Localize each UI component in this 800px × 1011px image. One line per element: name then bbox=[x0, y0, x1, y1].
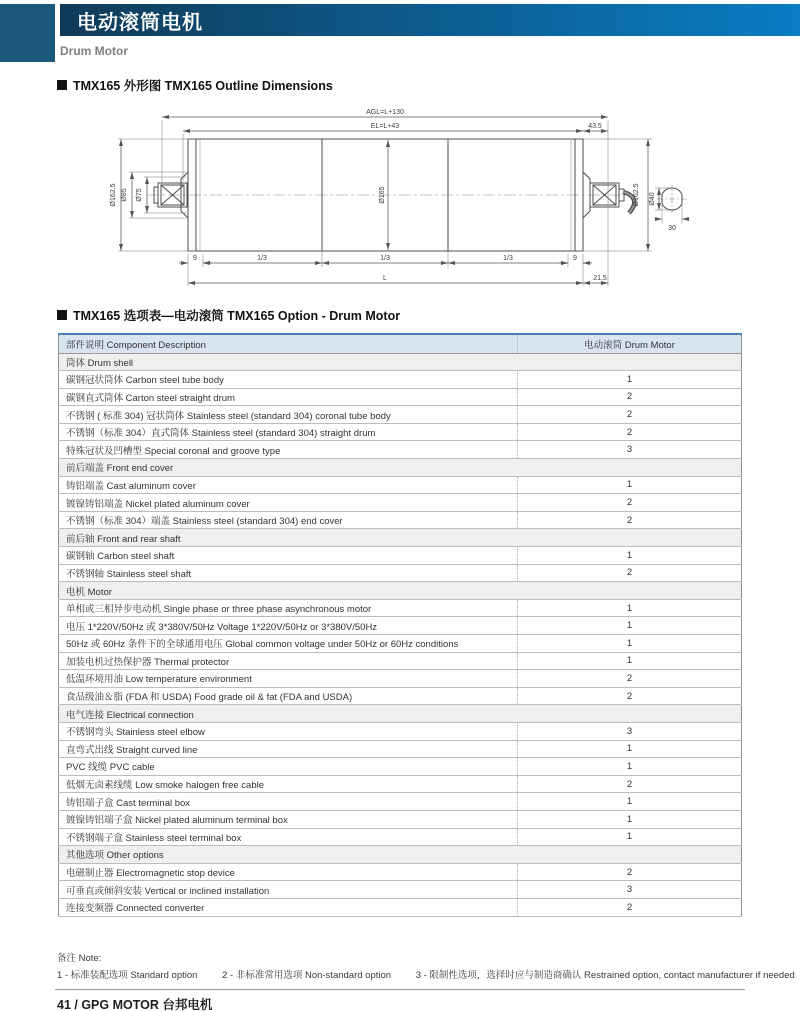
page-footer: 41 / GPG MOTOR 台邦电机 bbox=[57, 998, 213, 1011]
component-description-cell: 电磁制止器 Electromagnetic stop device bbox=[59, 863, 518, 881]
dim-label-21-5: 21.5 bbox=[593, 275, 607, 282]
component-description-cell: 连接变频器 Connected converter bbox=[59, 898, 518, 916]
item-row bbox=[59, 758, 742, 776]
component-description-cell: 特殊冠状及凹槽型 Special coronal and groove type bbox=[59, 441, 518, 459]
option-value-cell: 2 bbox=[518, 406, 742, 424]
option-value-cell: 3 bbox=[518, 441, 742, 459]
component-description-cell: 单相或三相异步电动机 Single phase or three phase asynchronous motor bbox=[59, 599, 518, 617]
section-label-cell: 电机 Motor bbox=[59, 582, 742, 600]
item-row bbox=[59, 775, 742, 793]
section-label-cell: 其他选项 Other options bbox=[59, 846, 742, 864]
component-description-cell: 加装电机过热保护器 Thermal protector bbox=[59, 652, 518, 670]
item-row bbox=[59, 371, 742, 389]
option-value-cell: 1 bbox=[518, 617, 742, 635]
option-value-cell: 2 bbox=[518, 511, 742, 529]
item-row bbox=[59, 722, 742, 740]
dim-label-dia162-right: Ø162.5 bbox=[633, 183, 640, 207]
option-heading-text: TMX165 选项表—电动滚筒 TMX165 Option - Drum Motor bbox=[73, 309, 401, 323]
note-item-standard: 1 - 标准装配选项 Standard option bbox=[57, 970, 198, 981]
component-description-cell: 碳钢轴 Carbon steel shaft bbox=[59, 547, 518, 565]
component-description-cell: 低温环境用油 Low temperature environment bbox=[59, 670, 518, 688]
note-title: 备注 Note: bbox=[57, 953, 102, 964]
dim-label-third-3: 1/3 bbox=[503, 255, 513, 262]
dim-label-el: EL=L+43 bbox=[370, 123, 400, 130]
option-value-cell: 2 bbox=[518, 423, 742, 441]
component-description-cell: 食品级油＆脂 (FDA 和 USDA) Food grade oil & fat (FDA and USDA) bbox=[59, 687, 518, 705]
dim-label-third-2: 1/3 bbox=[380, 255, 390, 262]
item-row bbox=[59, 898, 742, 916]
item-row bbox=[59, 687, 742, 705]
item-row bbox=[59, 441, 742, 459]
option-value-cell: 1 bbox=[518, 547, 742, 565]
component-description-cell: 碳钢冠状筒体 Carbon steel tube body bbox=[59, 371, 518, 389]
section-row bbox=[59, 459, 742, 477]
option-value-cell: 2 bbox=[518, 670, 742, 688]
item-row bbox=[59, 547, 742, 565]
item-row bbox=[59, 564, 742, 582]
dim-label-30: 30 bbox=[668, 225, 676, 232]
page-subtitle: Drum Motor bbox=[60, 44, 128, 58]
option-section-heading bbox=[57, 306, 400, 324]
section-row bbox=[59, 529, 742, 547]
component-description-cell: PVC 线缆 PVC cable bbox=[59, 758, 518, 776]
component-description-cell: 镀镍铸铝端盖 Nickel plated aluminum cover bbox=[59, 494, 518, 512]
dim-label-43-5: 43.5 bbox=[588, 123, 602, 130]
option-value-cell: 2 bbox=[518, 863, 742, 881]
option-value-cell: 1 bbox=[518, 476, 742, 494]
option-value-cell: 2 bbox=[518, 775, 742, 793]
component-description-cell: 铸铝端子盒 Cast terminal box bbox=[59, 793, 518, 811]
note-item-nonstandard: 2 - 非标准常用选项 Non-standard option bbox=[222, 970, 392, 981]
footer-divider bbox=[55, 989, 745, 990]
component-description-cell: 不锈钢轴 Stainless steel shaft bbox=[59, 564, 518, 582]
item-row bbox=[59, 511, 742, 529]
section-bullet-icon bbox=[57, 310, 67, 320]
component-description-cell: 不锈钢（标准 304）端盖 Stainless steel (standard 304) end cover bbox=[59, 511, 518, 529]
item-row bbox=[59, 388, 742, 406]
component-description-cell: 50Hz 或 60Hz 条件下的全球通用电压 Global common voltage under 50Hz or 60Hz conditions bbox=[59, 635, 518, 653]
item-row bbox=[59, 617, 742, 635]
dim-label-L: L bbox=[383, 275, 387, 282]
section-row bbox=[59, 846, 742, 864]
item-row bbox=[59, 406, 742, 424]
section-bullet-icon bbox=[57, 80, 67, 90]
option-value-cell: 1 bbox=[518, 371, 742, 389]
component-description-cell: 不锈钢端子盒 Stainless steel terminal box bbox=[59, 828, 518, 846]
item-row bbox=[59, 670, 742, 688]
item-row bbox=[59, 863, 742, 881]
component-description-cell: 铸铝端盖 Cast aluminum cover bbox=[59, 476, 518, 494]
dim-label-9-left: 9 bbox=[193, 255, 197, 262]
option-value-cell: 2 bbox=[518, 898, 742, 916]
component-description-cell: 镀镍铸铝端子盒 Nickel plated aluminum terminal box bbox=[59, 810, 518, 828]
option-value-cell: 1 bbox=[518, 828, 742, 846]
item-row bbox=[59, 494, 742, 512]
dim-label-dia75: Ø75 bbox=[136, 188, 143, 202]
option-value-cell: 2 bbox=[518, 687, 742, 705]
brand-corner-square bbox=[0, 4, 55, 62]
section-label-cell: 筒体 Drum shell bbox=[59, 353, 742, 371]
item-row bbox=[59, 793, 742, 811]
dim-label-agl: AGL=L+130 bbox=[366, 109, 404, 116]
dim-label-dia165: Ø165 bbox=[379, 186, 386, 204]
item-row bbox=[59, 810, 742, 828]
dim-label-dia162-left: Ø162.5 bbox=[110, 183, 117, 207]
option-value-cell: 1 bbox=[518, 599, 742, 617]
option-value-cell: 1 bbox=[518, 652, 742, 670]
option-value-cell: 2 bbox=[518, 494, 742, 512]
option-value-cell: 1 bbox=[518, 740, 742, 758]
note-legend bbox=[57, 967, 800, 981]
component-description-cell: 不锈钢 ( 标准 304) 冠状筒体 Stainless steel (standard 304) coronal tube body bbox=[59, 406, 518, 424]
component-description-cell: 低烟无卤素线缆 Low smoke halogen free cable bbox=[59, 775, 518, 793]
option-value-cell: 3 bbox=[518, 881, 742, 899]
component-description-cell: 碳钢直式筒体 Carton steel straight drum bbox=[59, 388, 518, 406]
table-header-row bbox=[59, 334, 742, 353]
col-header-description: 部件说明 Component Description bbox=[59, 334, 518, 353]
option-table bbox=[58, 333, 742, 917]
component-description-cell: 可垂直或倾斜安装 Vertical or inclined installation bbox=[59, 881, 518, 899]
item-row bbox=[59, 599, 742, 617]
option-value-cell: 2 bbox=[518, 564, 742, 582]
component-description-cell: 电压 1*220V/50Hz 或 3*380V/50Hz Voltage 1*220V/50Hz or 3*380V/50Hz bbox=[59, 617, 518, 635]
option-value-cell: 1 bbox=[518, 758, 742, 776]
item-row bbox=[59, 635, 742, 653]
section-label-cell: 电气连接 Electrical connection bbox=[59, 705, 742, 723]
section-row bbox=[59, 582, 742, 600]
dim-label-dia40: Ø40 bbox=[649, 192, 656, 206]
option-value-cell: 1 bbox=[518, 793, 742, 811]
option-table-body bbox=[59, 353, 742, 916]
item-row bbox=[59, 828, 742, 846]
tmx165-outline-drawing bbox=[55, 100, 755, 300]
dim-label-9-right: 9 bbox=[573, 255, 577, 262]
section-row bbox=[59, 705, 742, 723]
component-description-cell: 直弯式出线 Straight curved line bbox=[59, 740, 518, 758]
component-description-cell: 不锈钢弯头 Stainless steel elbow bbox=[59, 722, 518, 740]
section-row bbox=[59, 353, 742, 371]
option-value-cell: 2 bbox=[518, 388, 742, 406]
section-label-cell: 前后轴 Front and rear shaft bbox=[59, 529, 742, 547]
page-banner bbox=[60, 4, 800, 36]
dim-label-dia85: Ø85 bbox=[121, 188, 128, 202]
dim-label-third-1: 1/3 bbox=[257, 255, 267, 262]
component-description-cell: 不锈钢（标准 304）直式筒体 Stainless steel (standard 304) straight drum bbox=[59, 423, 518, 441]
item-row bbox=[59, 476, 742, 494]
item-row bbox=[59, 423, 742, 441]
outline-section-heading bbox=[57, 76, 333, 94]
option-value-cell: 1 bbox=[518, 810, 742, 828]
item-row bbox=[59, 652, 742, 670]
option-value-cell: 3 bbox=[518, 722, 742, 740]
col-header-drum-motor: 电动滚筒 Drum Motor bbox=[518, 334, 742, 353]
note-item-restrained: 3 - 限制性选项，选择时应与制造商确认 Restrained option, contact manufacturer if needed bbox=[415, 970, 795, 981]
option-value-cell: 1 bbox=[518, 635, 742, 653]
outline-heading-text: TMX165 外形图 TMX165 Outline Dimensions bbox=[73, 79, 333, 93]
page-title: 电动滚筒电机 bbox=[77, 11, 203, 34]
section-label-cell: 前后端盖 Front end cover bbox=[59, 459, 742, 477]
item-row bbox=[59, 740, 742, 758]
item-row bbox=[59, 881, 742, 899]
